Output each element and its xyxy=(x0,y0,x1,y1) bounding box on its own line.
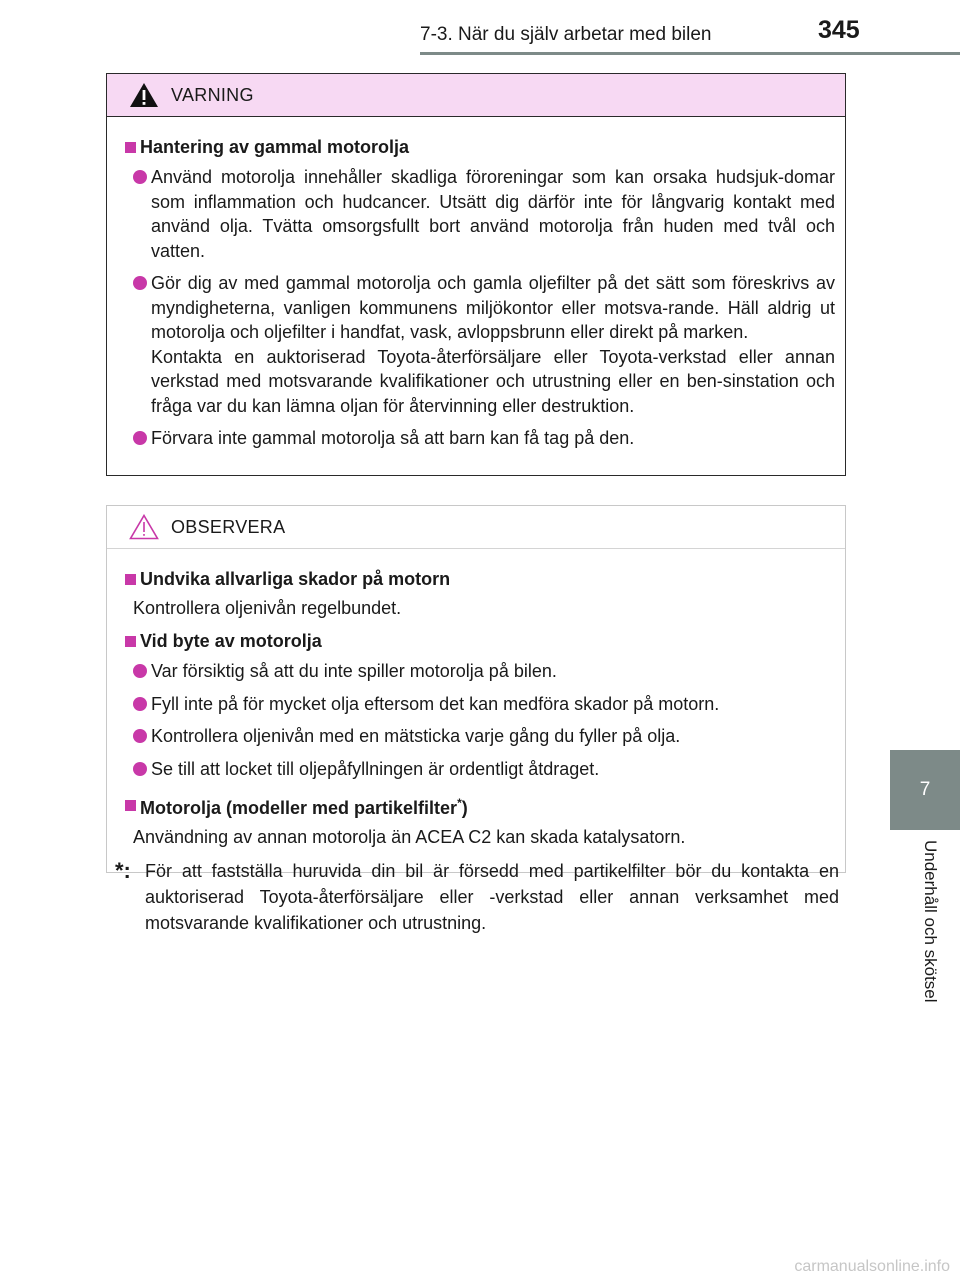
square-bullet-icon xyxy=(125,800,136,811)
page-number: 345 xyxy=(818,16,860,44)
circle-bullet-icon xyxy=(133,664,147,678)
footnote-reference[interactable]: * xyxy=(457,796,462,810)
warning-title: VARNING xyxy=(171,84,254,105)
circle-bullet-icon xyxy=(133,729,147,743)
square-bullet-icon xyxy=(125,636,136,647)
caution-section-text: Användning av annan motorolja än ACEA C2 kan skada katalysatorn. xyxy=(133,827,686,847)
caution-section-heading-text: Motorolja (modeller med partikelfilter xyxy=(140,798,458,818)
circle-bullet-icon xyxy=(133,697,147,711)
list-item xyxy=(133,757,835,782)
chapter-tab[interactable]: 7 xyxy=(890,750,960,830)
caution-section-heading-text: Undvika allvarliga skador på motorn xyxy=(140,569,451,589)
circle-bullet-icon xyxy=(133,431,147,445)
list-item xyxy=(133,165,835,263)
footnote xyxy=(115,858,839,936)
list-item-text: Var försiktig så att du inte spiller motorolja på bilen. xyxy=(151,661,557,681)
square-bullet-icon xyxy=(125,574,136,585)
heading-end-paren: ) xyxy=(461,798,468,818)
footnote-text: För att fastställa huruvida din bil är försedd med partikelfilter bör du kontakta en auktoriserad Toyota-återförsäljare eller -verkstad eller annan verksamhet med motsvarande kvalifikationer och utrustning. xyxy=(145,861,839,933)
warning-box xyxy=(106,73,846,476)
list-item xyxy=(133,659,835,684)
warning-section-heading xyxy=(125,133,835,161)
circle-bullet-icon xyxy=(133,762,147,776)
circle-bullet-icon xyxy=(133,276,147,290)
warning-header xyxy=(107,74,845,117)
caution-title: OBSERVERA xyxy=(171,516,286,537)
caution-section-heading xyxy=(125,627,835,655)
list-item-text: Gör dig av med gammal motorolja och gamla oljefilter på det sätt som föreskrivs av myndigheterna, vanligen kommunens miljökontor eller motsva-rande. Häll aldrig ut motorolja och oljefilter i handfat, vask, avloppsbrunn eller direkt på marken. xyxy=(151,273,835,342)
watermark: carmanualsonline.info xyxy=(794,1258,950,1275)
list-item-text: Använd motorolja innehåller skadliga föroreningar som kan orsaka hudsjuk-domar som inflammation och hudcancer. Utsätt dig därför inte för långvarig kontakt med använd olja. Tvätta omsorgsfullt bort använd motorolja från huden med tvål och vatten. xyxy=(151,167,835,261)
list-item-text: Fyll inte på för mycket olja eftersom det kan medföra skador på motorn. xyxy=(151,693,720,714)
list-item xyxy=(133,426,835,451)
square-bullet-icon xyxy=(125,142,136,153)
header-rule xyxy=(420,52,960,55)
list-item xyxy=(133,271,835,418)
circle-bullet-icon xyxy=(133,170,147,184)
list-item xyxy=(133,692,835,717)
list-item-text: Se till att locket till oljepåfyllningen är ordentligt åtdraget. xyxy=(151,758,600,779)
caution-header xyxy=(107,506,845,549)
caution-section-heading-text: Vid byte av motorolja xyxy=(140,631,322,651)
list-item-text: Förvara inte gammal motorolja så att barn kan få tag på den. xyxy=(151,428,635,448)
list-item-text-extra: Kontakta en auktoriserad Toyota-återförsäljare eller Toyota-verkstad eller annan verkstad med motsvarande kvalifikationer och utrustning eller en ben-sinstation och fråga var du kan lämna oljan för återvinning eller destruktion. xyxy=(151,346,835,416)
caution-box xyxy=(106,505,846,873)
list-item xyxy=(133,724,835,749)
list-item-text: Kontrollera oljenivån med en mätsticka varje gång du fyller på olja. xyxy=(151,726,681,746)
warning-section-heading-text: Hantering av gammal motorolja xyxy=(140,137,410,157)
warning-triangle-icon xyxy=(129,82,159,108)
caution-triangle-icon xyxy=(129,514,159,540)
caution-section-heading xyxy=(125,789,835,822)
caution-section-text: Kontrollera oljenivån regelbundet. xyxy=(133,598,402,618)
footnote-mark: *: xyxy=(115,858,131,883)
chapter-title-vertical: Underhåll och skötsel xyxy=(921,840,940,1003)
caution-section-heading xyxy=(125,565,835,593)
header-section-title: 7-3. När du själv arbetar med bilen xyxy=(420,24,712,45)
